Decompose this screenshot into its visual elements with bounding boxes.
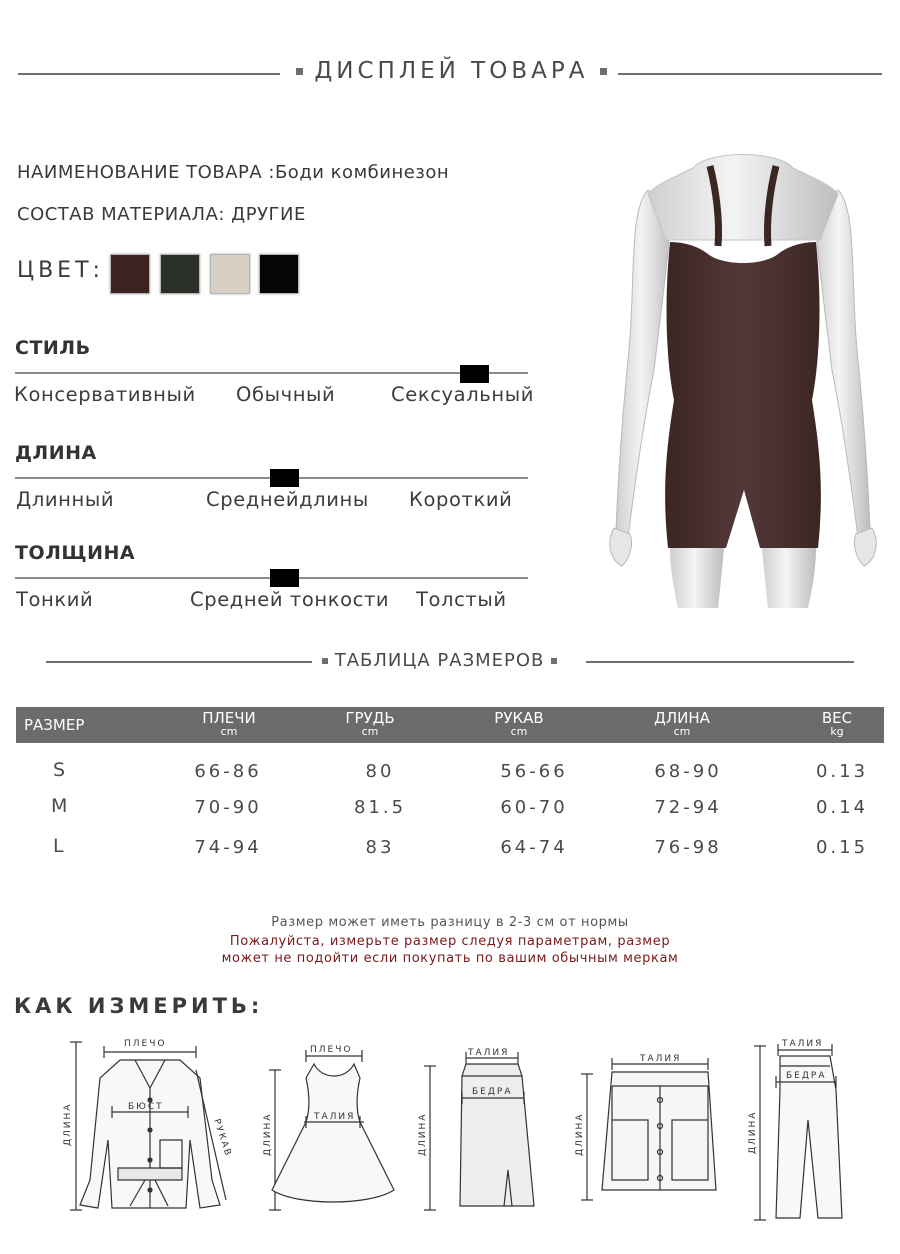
page-title bbox=[296, 58, 607, 84]
style-label-sexy: Сексуальный bbox=[391, 383, 534, 406]
cell-sleeve: 56-66 bbox=[500, 761, 568, 782]
size-table-rule-left bbox=[46, 661, 312, 663]
col-header-bust: ГРУДЬ cm bbox=[345, 709, 395, 738]
col-header-sleeve: РУКАВ cm bbox=[494, 709, 544, 738]
shorts-diagram bbox=[581, 1058, 716, 1200]
skirt-length-label: ДЛИНА bbox=[418, 1112, 428, 1156]
dress-diagram bbox=[269, 1050, 394, 1210]
header-rule-left bbox=[18, 73, 280, 75]
header-rule-right bbox=[618, 73, 882, 75]
col-header-length: ДЛИНА cm bbox=[654, 709, 710, 738]
jacket-shoulder-label: ПЛЕЧО bbox=[124, 1039, 167, 1049]
size-note: Размер может иметь разницу в 2-3 см от нормы bbox=[271, 915, 629, 930]
cell-weight: 0.14 bbox=[815, 797, 869, 818]
skirt-waist-label: ТАЛИЯ bbox=[468, 1048, 510, 1058]
measure-diagrams bbox=[0, 1030, 900, 1230]
pants-waist-label: ТАЛИЯ bbox=[782, 1039, 824, 1049]
col-header-shoulder: ПЛЕЧИ cm bbox=[202, 709, 256, 738]
color-swatch-brown[interactable] bbox=[110, 254, 150, 294]
cell-bust: 83 bbox=[365, 837, 395, 858]
cell-shoulder: 74-94 bbox=[194, 837, 262, 858]
square-bullet-icon bbox=[322, 658, 328, 664]
size-table-header bbox=[16, 707, 884, 743]
color-swatch-green[interactable] bbox=[160, 254, 200, 294]
cell-sleeve: 60-70 bbox=[500, 797, 568, 818]
length-label-long: Длинный bbox=[16, 488, 115, 511]
col-header-weight: ВЕС kg bbox=[821, 709, 853, 738]
size-table-title bbox=[322, 650, 557, 671]
square-bullet-icon bbox=[296, 68, 303, 75]
style-label-regular: Обычный bbox=[236, 383, 336, 406]
cell-size: S bbox=[53, 759, 66, 781]
cell-weight: 0.15 bbox=[815, 837, 869, 858]
cell-bust: 81.5 bbox=[353, 797, 407, 818]
thickness-label-medium: Средней тонкости bbox=[190, 588, 390, 611]
measure-warning-line2: может не подойти если покупать по вашим обычным меркам bbox=[221, 951, 679, 966]
how-to-measure-title: КАК ИЗМЕРИТЬ: bbox=[14, 994, 264, 1018]
jacket-diagram bbox=[70, 1042, 226, 1210]
cell-length: 68-90 bbox=[654, 761, 722, 782]
cell-length: 76-98 bbox=[654, 837, 722, 858]
square-bullet-icon bbox=[551, 658, 557, 664]
size-table-title-text: ТАБЛИЦА РАЗМЕРОВ bbox=[334, 650, 545, 671]
cell-sleeve: 64-74 bbox=[500, 837, 568, 858]
style-scale-marker bbox=[460, 365, 489, 383]
measure-warning-line1: Пожалуйста, измерьте размер следуя параметрам, размер bbox=[229, 934, 671, 949]
style-scale-title: СТИЛЬ bbox=[15, 337, 91, 359]
dress-waist-label: ТАЛИЯ bbox=[314, 1112, 356, 1122]
cell-shoulder: 70-90 bbox=[194, 797, 262, 818]
cell-shoulder: 66-86 bbox=[194, 761, 262, 782]
jacket-length-label: ДЛИНА bbox=[63, 1102, 73, 1146]
skirt-hips-label: БЕДРА bbox=[472, 1087, 513, 1097]
style-label-conservative: Консервативный bbox=[14, 383, 196, 406]
jacket-sleeve-label: РУКАВ bbox=[211, 1117, 233, 1159]
cell-bust: 80 bbox=[365, 761, 395, 782]
cell-size: L bbox=[53, 835, 64, 857]
col-header-size: РАЗМЕР bbox=[24, 716, 85, 734]
pants-hips-label: БЕДРА bbox=[786, 1071, 827, 1081]
thickness-scale-marker bbox=[270, 569, 299, 587]
page-title-text: ДИСПЛЕЙ ТОВАРА bbox=[314, 58, 589, 84]
dress-shoulder-label: ПЛЕЧО bbox=[310, 1045, 353, 1055]
product-name: НАИМЕНОВАНИЕ ТОВАРА :Боди комбинезон bbox=[17, 162, 450, 183]
shorts-length-label: ДЛИНА bbox=[575, 1112, 585, 1156]
length-scale-marker bbox=[270, 469, 299, 487]
thickness-label-thin: Тонкий bbox=[16, 588, 94, 611]
thickness-label-thick: Толстый bbox=[416, 588, 507, 611]
cell-length: 72-94 bbox=[654, 797, 722, 818]
cell-weight: 0.13 bbox=[815, 761, 869, 782]
shorts-waist-label: ТАЛИЯ bbox=[640, 1054, 682, 1064]
jacket-bust-label: БЮСТ bbox=[128, 1102, 164, 1112]
length-scale-title: ДЛИНА bbox=[15, 442, 97, 464]
color-label: ЦВЕТ: bbox=[17, 258, 104, 283]
cell-size: M bbox=[51, 795, 68, 817]
color-swatch-black[interactable] bbox=[259, 254, 299, 294]
size-table-rule-right bbox=[586, 661, 854, 663]
pants-length-label: ДЛИНА bbox=[748, 1110, 758, 1154]
length-label-short: Короткий bbox=[409, 488, 513, 511]
style-scale-line bbox=[15, 372, 528, 374]
skirt-diagram bbox=[424, 1052, 534, 1210]
color-swatch-beige[interactable] bbox=[210, 254, 250, 294]
product-photo bbox=[598, 150, 888, 608]
length-label-medium: Среднейдлины bbox=[206, 488, 369, 511]
square-bullet-icon bbox=[600, 68, 607, 75]
dress-length-label: ДЛИНА bbox=[263, 1112, 273, 1156]
thickness-scale-title: ТОЛЩИНА bbox=[15, 542, 136, 564]
product-material: СОСТАВ МАТЕРИАЛА: ДРУГИЕ bbox=[17, 204, 306, 225]
